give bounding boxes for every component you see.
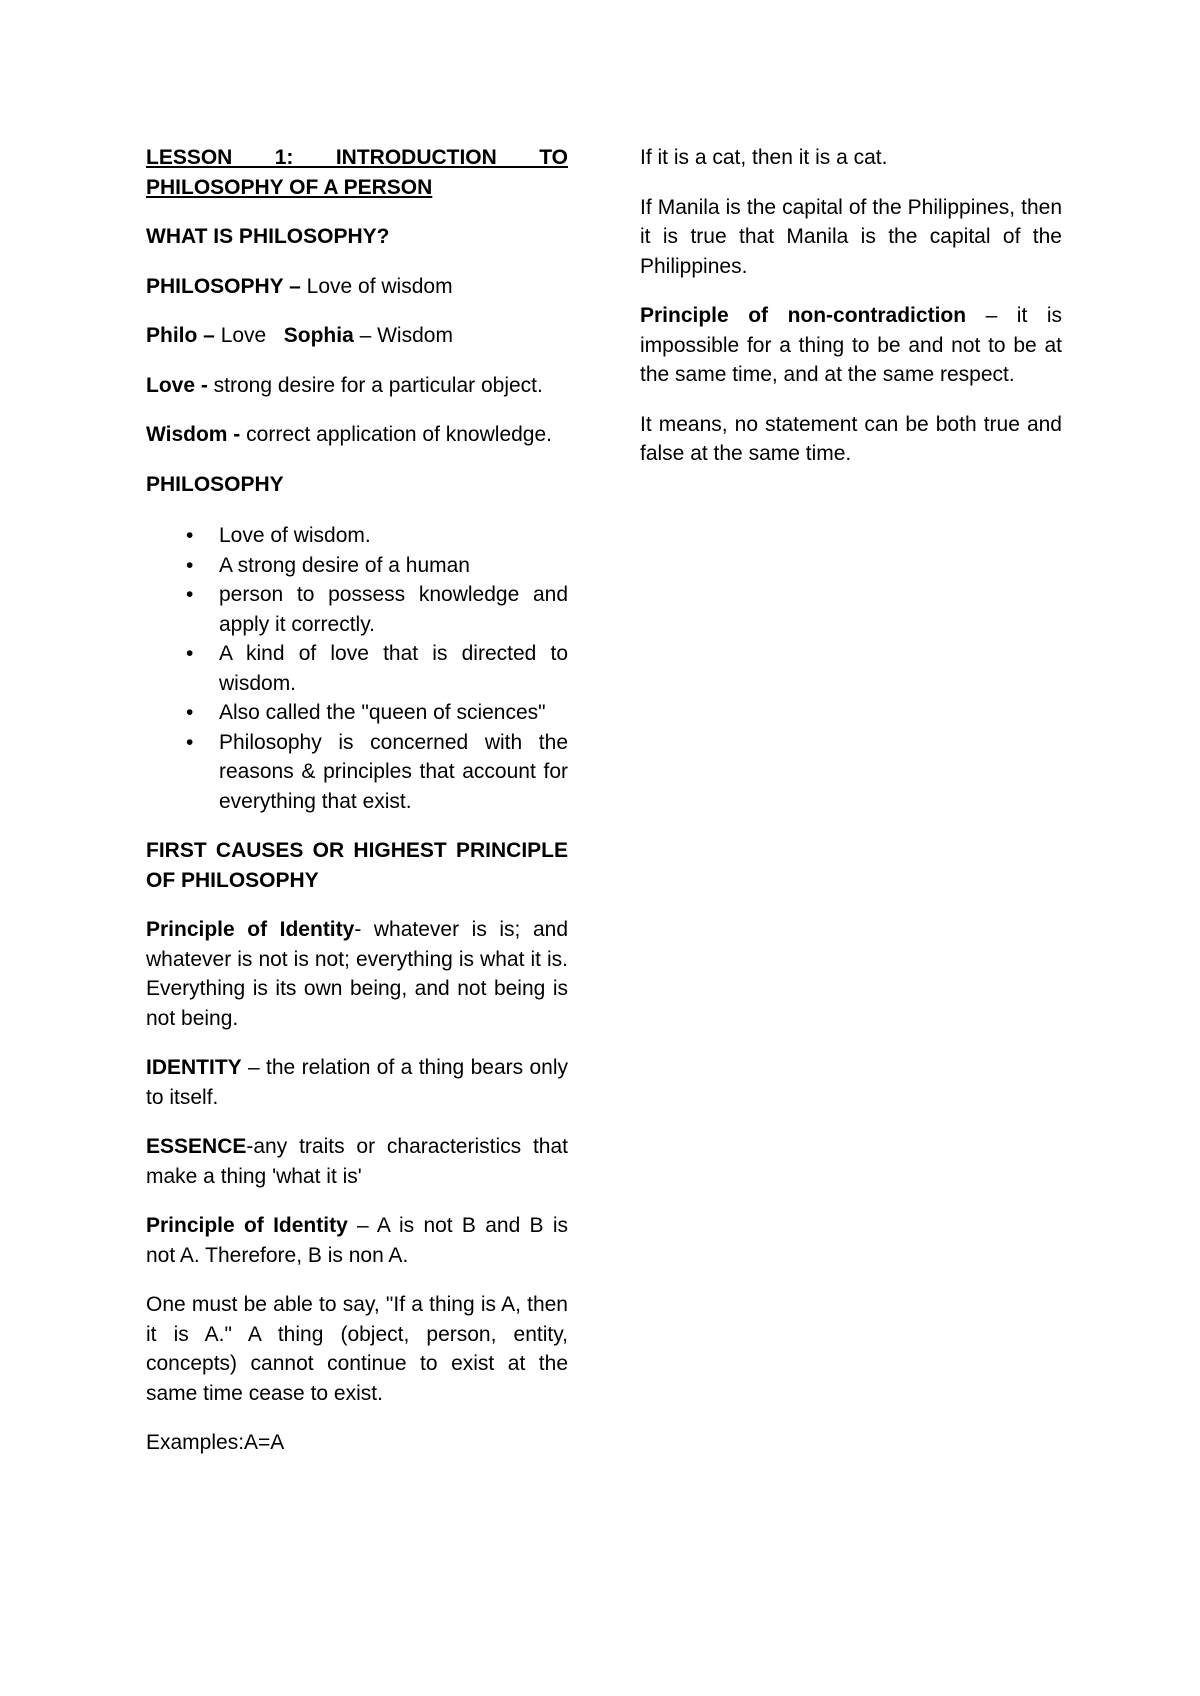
philosophy-text: Love of wisdom: [300, 274, 453, 298]
sophia-text: – Wisdom: [353, 324, 453, 347]
list-item: [186, 521, 568, 551]
philo-sophia-definition: [146, 321, 568, 351]
non-contradiction-paragraph: [640, 301, 1062, 390]
list-item-text: A kind of love that is directed to wisdom.: [219, 642, 568, 695]
wisdom-text: correct application of knowledge.: [240, 423, 552, 446]
bullet-icon: •: [186, 524, 194, 547]
bullet-icon: •: [186, 701, 194, 724]
what-is-philosophy-heading: WHAT IS PHILOSOPHY?: [146, 225, 390, 248]
list-item: [186, 551, 568, 581]
essence-term: ESSENCE: [146, 1135, 247, 1158]
list-item-text: person to possess knowledge and apply it correctly.: [219, 583, 568, 636]
principle-of-identity-ab-text: – A is not B and B is not A. Therefore, B is non A.: [146, 1214, 568, 1267]
principle-of-identity-term: Principle of Identity: [146, 918, 355, 941]
essence-definition: [146, 1132, 568, 1191]
philosophy-definition: [146, 272, 568, 302]
principle-of-identity-paragraph: [146, 915, 568, 1033]
philo-text: Love: [214, 324, 284, 347]
principle-of-identity-ab-paragraph: [146, 1211, 568, 1270]
list-item: [186, 698, 568, 728]
list-item: [186, 580, 568, 639]
identity-term: IDENTITY: [146, 1056, 242, 1079]
bullet-icon: •: [186, 583, 194, 606]
it-means-paragraph: It means, no statement can be both true and false at the same time.: [640, 412, 1062, 465]
bullet-icon: •: [186, 642, 194, 665]
manila-example: If Manila is the capital of the Philippines, then it is true that Manila is the capital of the Philippines.: [640, 195, 1062, 278]
list-item-text: Philosophy is concerned with the reasons & principles that account for everything that exist.: [219, 730, 568, 813]
cat-example: If it is a cat, then it is a cat.: [640, 146, 888, 169]
first-causes-heading: FIRST CAUSES OR HIGHEST PRINCIPLE OF PHILOSOPHY: [146, 839, 568, 892]
identity-text: – the relation of a thing bears only to itself.: [146, 1056, 568, 1109]
philo-term: Philo –: [146, 324, 215, 347]
list-item-text: A strong desire of a human: [219, 553, 470, 577]
list-item-text: Love of wisdom.: [219, 524, 371, 547]
one-must-paragraph: One must be able to say, "If a thing is A, then it is A." A thing (object, person, entity, concepts) cannot continue to exist at the same time cease to exist.: [146, 1293, 568, 1405]
essence-text: -any traits or characteristics that make a thing 'what it is': [146, 1135, 568, 1188]
list-item: [186, 639, 568, 698]
lesson-title: LESSON 1: INTRODUCTION TO PHILOSOPHY OF A PERSON: [146, 146, 568, 199]
sophia-term: Sophia: [283, 324, 354, 347]
love-term: Love -: [146, 373, 208, 397]
list-item: [186, 728, 568, 817]
right-column: [640, 143, 1062, 489]
principle-of-identity-ab-term: Principle of Identity: [146, 1214, 348, 1237]
love-text: strong desire for a particular object.: [207, 373, 543, 397]
wisdom-term: Wisdom -: [146, 423, 241, 446]
bullet-icon: •: [186, 553, 194, 577]
philosophy-term: PHILOSOPHY –: [146, 274, 301, 298]
examples-line: Examples:A=A: [146, 1431, 285, 1454]
identity-definition: [146, 1053, 568, 1112]
philosophy-bullet-list: [146, 521, 568, 816]
philosophy-heading: PHILOSOPHY: [146, 472, 284, 496]
bullet-icon: •: [186, 730, 194, 754]
non-contradiction-term: Principle of non-contradiction: [640, 304, 967, 327]
principle-of-identity-text: - whatever is is; and whatever is not is not; everything is what it is. Everything is its own being, and not being is not being.: [146, 918, 568, 1030]
non-contradiction-text: – it is impossible for a thing to be and not to be at the same time, and at the same respect.: [640, 304, 1062, 386]
love-definition: [146, 371, 568, 401]
list-item-text: Also called the "queen of sciences": [219, 701, 546, 724]
left-column: [146, 143, 568, 1478]
wisdom-definition: [146, 420, 568, 450]
